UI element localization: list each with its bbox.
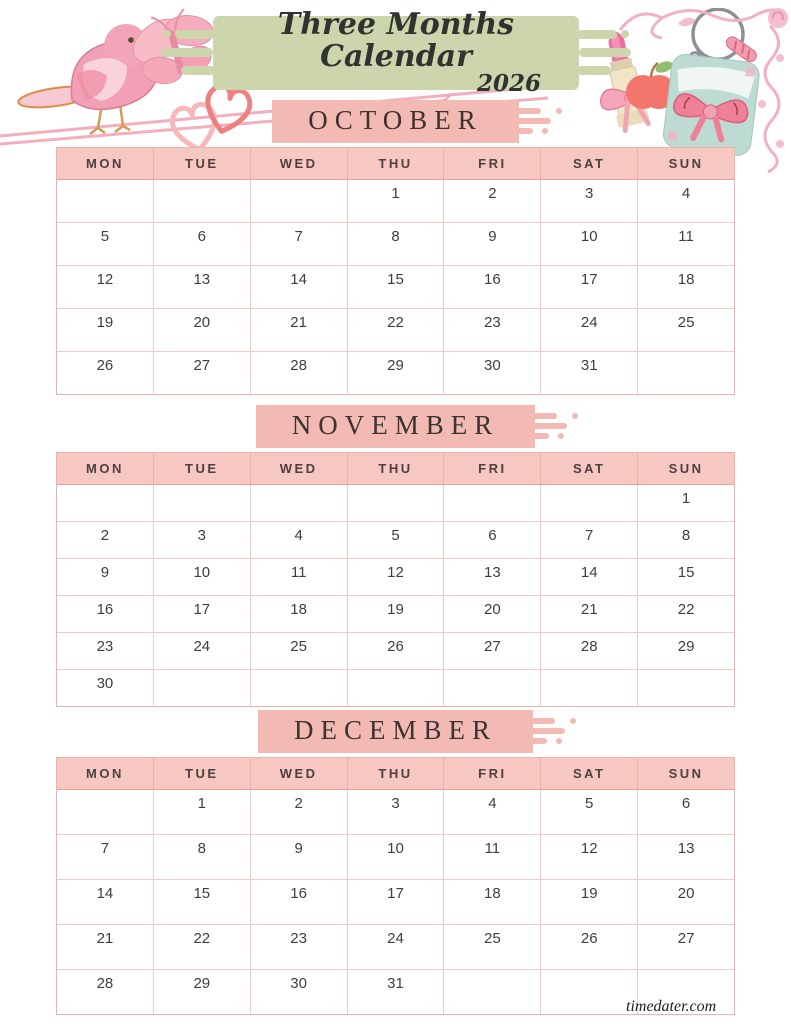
day-cell: 1 — [681, 490, 691, 507]
empty-day-cell — [444, 970, 541, 1014]
empty-day-cell — [154, 180, 251, 222]
day-cell: 19 — [57, 309, 154, 351]
weekday-label: FRI — [444, 758, 541, 789]
day-cell: 5 — [57, 223, 154, 265]
empty-day-cell — [154, 485, 251, 521]
day-cell: 23 — [444, 309, 541, 351]
weekday-label: SUN — [668, 461, 704, 476]
day-cell: 28 — [57, 970, 154, 1014]
day-cell: 26 — [57, 352, 154, 394]
empty-day-cell — [251, 180, 348, 222]
weekday-label: TUE — [154, 758, 251, 789]
day-cell: 22 — [677, 601, 695, 618]
day-cell: 18 — [677, 271, 695, 288]
day-cell: 10 — [154, 559, 251, 595]
week-row — [57, 790, 734, 835]
day-cell: 30 — [251, 970, 348, 1014]
empty-day-cell — [638, 352, 734, 394]
empty-day-cell — [154, 670, 251, 706]
day-cell: 30 — [57, 670, 154, 706]
weekday-label: FRI — [444, 453, 541, 484]
day-cell: 19 — [348, 596, 445, 632]
empty-day-cell — [348, 485, 445, 521]
day-cell: 11 — [678, 228, 694, 245]
week-row — [57, 633, 734, 670]
brush-dashes-icon — [515, 108, 565, 141]
day-cell: 29 — [154, 970, 251, 1014]
website-credit: timedater.com — [626, 998, 717, 1015]
day-cell: 26 — [541, 925, 638, 969]
day-cell: 5 — [348, 522, 445, 558]
month-section-december — [56, 710, 735, 1015]
day-cell: 17 — [154, 596, 251, 632]
day-cell: 24 — [154, 633, 251, 669]
day-cell: 19 — [541, 880, 638, 924]
day-cell: 22 — [154, 925, 251, 969]
day-cell: 8 — [681, 527, 691, 544]
weekday-label: SUN — [668, 766, 704, 781]
day-cell: 12 — [57, 266, 154, 308]
day-cell: 8 — [154, 835, 251, 879]
day-cell: 28 — [251, 352, 348, 394]
empty-day-cell — [348, 670, 445, 706]
day-cell: 14 — [541, 559, 638, 595]
day-cell: 23 — [57, 633, 154, 669]
empty-day-cell — [57, 485, 154, 521]
calendar-grid — [56, 452, 735, 707]
brush-dashes-left — [161, 26, 219, 82]
day-cell: 24 — [348, 925, 445, 969]
week-row — [57, 352, 734, 394]
day-cell: 12 — [541, 835, 638, 879]
day-cell: 2 — [57, 522, 154, 558]
week-row — [57, 309, 734, 352]
month-name: OCTOBER — [308, 105, 483, 135]
day-cell: 17 — [541, 266, 638, 308]
day-cell: 11 — [444, 835, 541, 879]
calendar-grid — [56, 147, 735, 395]
month-name: DECEMBER — [293, 715, 497, 745]
day-cell: 8 — [348, 223, 445, 265]
day-cell: 6 — [154, 223, 251, 265]
day-cell: 29 — [677, 638, 695, 655]
calendar-grid — [56, 757, 735, 1015]
month-section-october — [56, 100, 735, 395]
day-cell: 14 — [251, 266, 348, 308]
empty-day-cell — [444, 670, 541, 706]
calendar-year: 2026 — [476, 70, 541, 97]
day-cell: 7 — [251, 223, 348, 265]
weekday-label: SUN — [668, 156, 704, 171]
day-cell: 21 — [57, 925, 154, 969]
day-cell: 2 — [251, 790, 348, 834]
day-cell: 13 — [154, 266, 251, 308]
day-cell: 27 — [677, 930, 695, 947]
brush-dashes-icon — [529, 718, 579, 751]
week-row — [57, 670, 734, 706]
day-cell: 3 — [348, 790, 445, 834]
weekday-label: TUE — [154, 453, 251, 484]
weekday-label: THU — [348, 758, 445, 789]
day-cell: 20 — [677, 885, 695, 902]
week-row — [57, 596, 734, 633]
day-cell: 16 — [251, 880, 348, 924]
day-cell: 15 — [154, 880, 251, 924]
month-section-november — [56, 405, 735, 707]
day-cell: 31 — [541, 352, 638, 394]
day-cell: 18 — [251, 596, 348, 632]
empty-day-cell — [251, 485, 348, 521]
day-cell: 12 — [348, 559, 445, 595]
day-cell: 18 — [444, 880, 541, 924]
day-cell: 25 — [251, 633, 348, 669]
day-cell: 27 — [444, 633, 541, 669]
empty-day-cell — [57, 180, 154, 222]
weekday-label: SAT — [541, 453, 638, 484]
day-cell: 17 — [348, 880, 445, 924]
day-cell: 28 — [541, 633, 638, 669]
day-cell: 16 — [444, 266, 541, 308]
day-cell: 25 — [677, 314, 695, 331]
day-cell: 7 — [57, 835, 154, 879]
empty-day-cell — [444, 485, 541, 521]
day-cell: 10 — [348, 835, 445, 879]
weekday-label: MON — [57, 148, 154, 179]
day-cell: 22 — [348, 309, 445, 351]
day-cell: 11 — [251, 559, 348, 595]
weekday-label: MON — [57, 453, 154, 484]
week-row — [57, 559, 734, 596]
weekday-label: MON — [57, 758, 154, 789]
day-cell: 4 — [444, 790, 541, 834]
brush-dashes-icon — [531, 413, 581, 446]
weekday-label: WED — [251, 758, 348, 789]
day-cell: 31 — [348, 970, 445, 1014]
weekday-label: SAT — [541, 758, 638, 789]
day-cell: 9 — [444, 223, 541, 265]
day-cell: 1 — [154, 790, 251, 834]
day-cell: 30 — [444, 352, 541, 394]
day-cell: 15 — [348, 266, 445, 308]
week-row — [57, 223, 734, 266]
weekday-label: THU — [348, 148, 445, 179]
day-cell: 13 — [677, 840, 695, 857]
title-banner — [213, 7, 579, 97]
day-cell: 16 — [57, 596, 154, 632]
weekday-label: FRI — [444, 148, 541, 179]
calendar-title: Three Months Calendar — [277, 7, 515, 74]
day-cell: 2 — [444, 180, 541, 222]
day-cell: 4 — [251, 522, 348, 558]
week-row — [57, 925, 734, 970]
month-name: NOVEMBER — [291, 410, 500, 440]
brush-dashes-right — [573, 26, 631, 82]
weekday-label: WED — [251, 453, 348, 484]
day-cell: 3 — [541, 180, 638, 222]
weekday-label: TUE — [154, 148, 251, 179]
day-cell: 15 — [677, 564, 695, 581]
empty-day-cell — [251, 670, 348, 706]
month-banner — [56, 710, 735, 753]
day-cell: 6 — [681, 795, 691, 812]
day-cell: 26 — [348, 633, 445, 669]
empty-day-cell — [57, 790, 154, 834]
day-cell: 25 — [444, 925, 541, 969]
month-banner — [56, 405, 735, 448]
week-row — [57, 485, 734, 522]
weekday-label: SAT — [541, 148, 638, 179]
week-row — [57, 266, 734, 309]
day-cell: 14 — [57, 880, 154, 924]
day-cell: 6 — [444, 522, 541, 558]
day-cell: 1 — [348, 180, 445, 222]
empty-day-cell — [541, 485, 638, 521]
day-cell: 4 — [681, 185, 691, 202]
empty-day-cell — [541, 970, 638, 1014]
day-cell: 23 — [251, 925, 348, 969]
day-cell: 13 — [444, 559, 541, 595]
empty-day-cell — [638, 670, 734, 706]
week-row — [57, 835, 734, 880]
empty-day-cell — [541, 670, 638, 706]
day-cell: 10 — [541, 223, 638, 265]
weekday-label: THU — [348, 453, 445, 484]
day-cell: 21 — [251, 309, 348, 351]
day-cell: 5 — [541, 790, 638, 834]
day-cell: 9 — [57, 559, 154, 595]
day-cell: 29 — [348, 352, 445, 394]
week-row — [57, 880, 734, 925]
day-cell: 3 — [154, 522, 251, 558]
day-cell: 21 — [541, 596, 638, 632]
day-cell: 24 — [541, 309, 638, 351]
day-cell: 27 — [154, 352, 251, 394]
ornament-side-swirl — [748, 24, 791, 174]
month-banner — [56, 100, 735, 143]
day-cell: 9 — [251, 835, 348, 879]
day-cell: 20 — [444, 596, 541, 632]
day-cell: 7 — [541, 522, 638, 558]
week-row — [57, 522, 734, 559]
week-row — [57, 180, 734, 223]
weekday-label: WED — [251, 148, 348, 179]
day-cell: 20 — [154, 309, 251, 351]
